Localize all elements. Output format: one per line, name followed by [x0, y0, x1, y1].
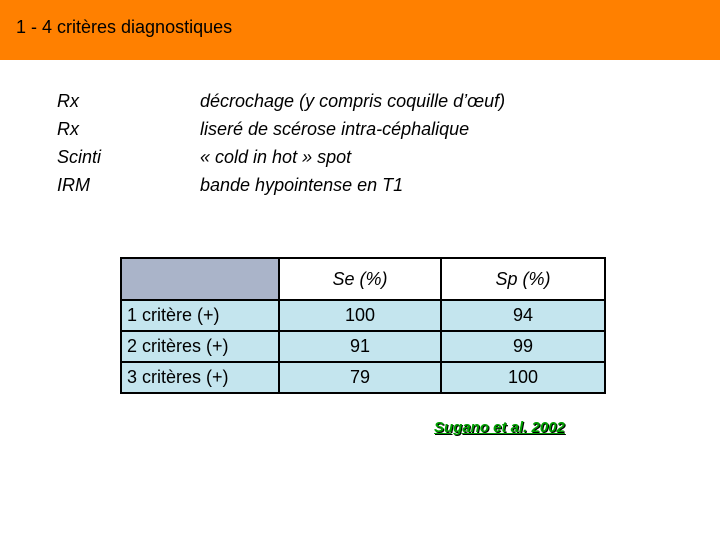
imaging-methods-list: [57, 87, 101, 199]
diagnostic-sign: « cold in hot » spot: [200, 147, 352, 167]
se-value: 91: [279, 331, 441, 362]
table-row: [121, 362, 605, 393]
table-row: [121, 331, 605, 362]
imaging-method: Rx: [57, 91, 79, 111]
slide-title: 1 - 4 critères diagnostiques: [16, 17, 233, 37]
diagnostic-sign: liseré de scérose intra-céphalique: [200, 119, 470, 139]
se-value: 79: [279, 362, 441, 393]
row-label: 3 critères (+): [121, 362, 279, 393]
se-value: 100: [279, 300, 441, 331]
table-header-row: [121, 258, 605, 300]
sp-value: 94: [441, 300, 605, 331]
column-header-sp: Sp (%): [441, 258, 605, 300]
imaging-method: Scinti: [57, 147, 102, 167]
table-row: [121, 300, 605, 331]
imaging-method: Rx: [57, 119, 79, 139]
imaging-method: IRM: [57, 175, 90, 195]
citation-link[interactable]: Sugano et al. 2002: [434, 419, 565, 436]
row-label: 1 critère (+): [121, 300, 279, 331]
column-header-se: Se (%): [279, 258, 441, 300]
title-bar: [0, 0, 720, 60]
diagnostic-signs-list: [200, 87, 505, 199]
diagnostic-sign: décrochage (y compris coquille d’œuf): [200, 91, 506, 111]
sp-value: 100: [441, 362, 605, 393]
sp-value: 99: [441, 331, 605, 362]
table-corner-cell: [121, 258, 279, 300]
row-label: 2 critères (+): [121, 331, 279, 362]
diagnostic-sign: bande hypointense en T1: [200, 175, 404, 195]
sensitivity-specificity-table: [120, 257, 606, 394]
